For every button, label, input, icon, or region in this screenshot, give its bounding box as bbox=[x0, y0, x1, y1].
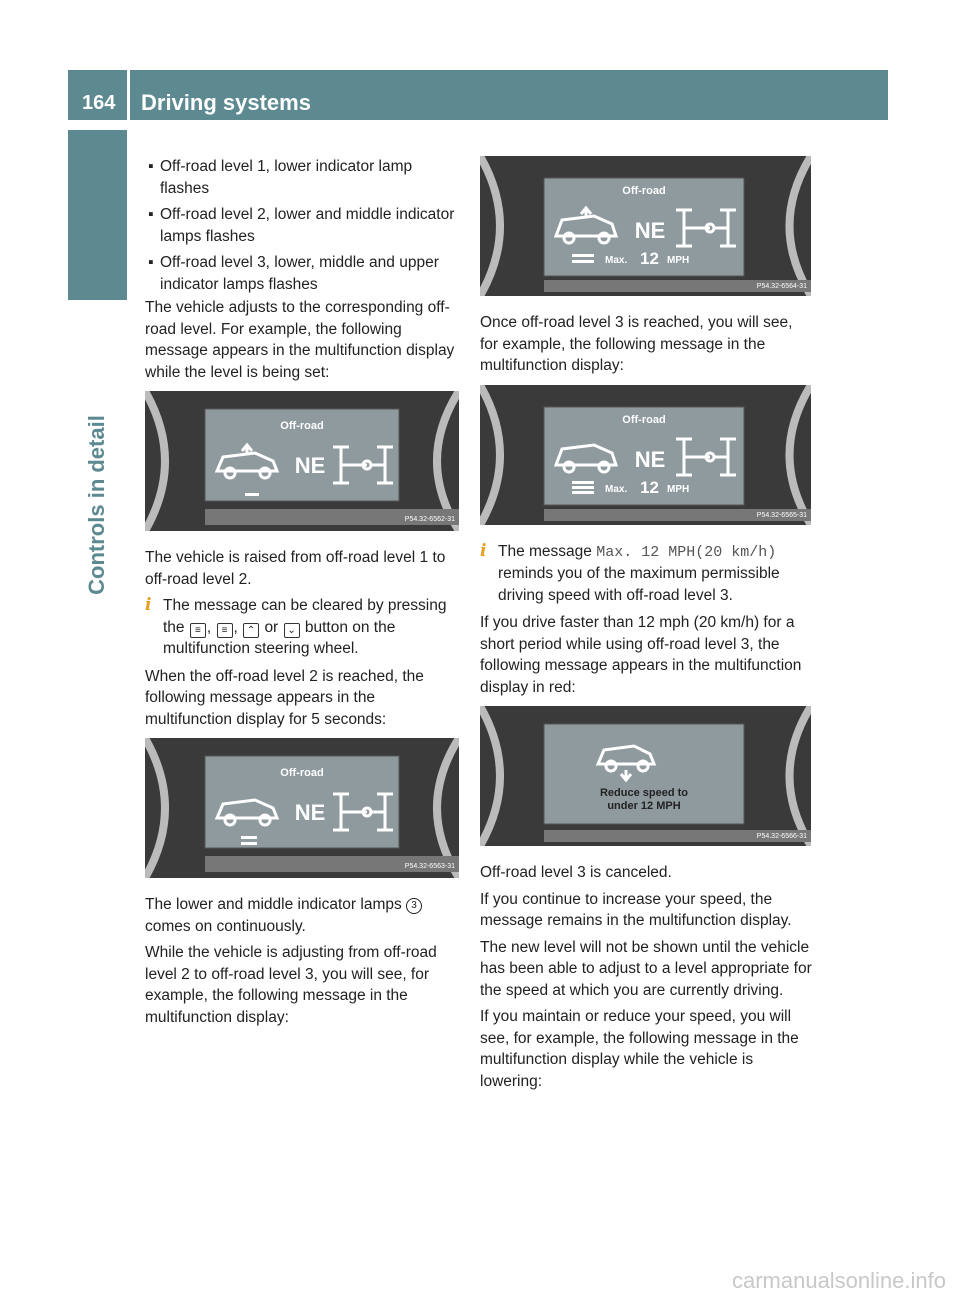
level-indicator bbox=[572, 481, 594, 484]
warning-line-2: under 12 MPH bbox=[607, 800, 681, 812]
figure-code: P54.32-6566-31 bbox=[756, 833, 807, 840]
chapter-label-box bbox=[74, 300, 120, 710]
page-number: 164 bbox=[82, 92, 116, 114]
level-indicator bbox=[572, 254, 594, 257]
paragraph: The vehicle adjusts to the corresponding off-road level. For example, the following message appears in the multifunction display while the level is being set: bbox=[145, 299, 455, 381]
page-number-box bbox=[68, 70, 127, 120]
compass-direction: NE bbox=[294, 800, 326, 825]
paragraph: The lower and middle indicator lamps 3 comes on continuously. bbox=[145, 894, 463, 937]
right-column bbox=[480, 156, 814, 1097]
warning-line-1: Reduce speed to bbox=[599, 787, 689, 799]
screen-title: Off-road bbox=[280, 420, 324, 432]
bullet-item: ▪ Off-road level 2, lower and middle indicator lamps flashes bbox=[148, 206, 455, 245]
display-figure-4 bbox=[480, 385, 814, 525]
display-figure-1 bbox=[145, 391, 463, 531]
menu-back-button-icon: ≡ bbox=[190, 623, 206, 638]
paragraph: The vehicle is raised from off-road level 1 to off-road level 2. bbox=[145, 549, 446, 588]
max-value: 12 bbox=[640, 249, 659, 268]
arrow-down-button-icon: ⌄ bbox=[284, 623, 300, 638]
max-unit: MPH bbox=[667, 255, 690, 266]
level-indicator bbox=[245, 493, 259, 496]
section-header bbox=[130, 70, 888, 120]
section-title: Driving systems bbox=[141, 90, 311, 115]
info-icon: i bbox=[480, 540, 487, 561]
max-label: Max. bbox=[605, 483, 628, 495]
arrow-up-button-icon: ⌃ bbox=[243, 623, 259, 638]
level-indicator bbox=[572, 260, 594, 263]
compass-direction: NE bbox=[634, 218, 666, 243]
chapter-tab bbox=[68, 130, 127, 300]
display-figure-5 bbox=[480, 706, 814, 846]
level-indicator bbox=[572, 486, 594, 489]
reference-number: 3 bbox=[406, 898, 422, 914]
figure-code: P54.32-6562-31 bbox=[404, 516, 455, 523]
display-figure-3 bbox=[480, 156, 814, 296]
info-note: i The message can be cleared by pressing the ≡ , ≡ , ⌃ or ⌄ button on the multifunction steering wheel. bbox=[145, 595, 447, 657]
paragraph: If you maintain or reduce your speed, you will see, for example, the following message in the multifunction display while the vehicle is lowering: bbox=[480, 1008, 799, 1090]
paragraph: Off-road level 3 is canceled. bbox=[480, 864, 672, 881]
paragraph: If you drive faster than 12 mph (20 km/h) for a short period while using off-road level 3, the following message appears in the multifunction display in red: bbox=[480, 614, 802, 696]
figure-code: P54.32-6565-31 bbox=[756, 511, 807, 519]
figure-code: P54.32-6564-31 bbox=[756, 283, 807, 290]
level-indicator bbox=[241, 842, 257, 845]
screen-title: Off-road bbox=[280, 767, 324, 779]
chapter-label: Controls in detail bbox=[84, 415, 109, 595]
paragraph: If you continue to increase your speed, the message remains in the multifunction display. bbox=[480, 890, 792, 929]
info-note: i The message Max. 12 MPH(20 km/h) reminds you of the maximum permissible driving speed with off-road level 3. bbox=[480, 540, 780, 604]
footer-watermark: carmanualsonline.info bbox=[731, 1268, 946, 1293]
paragraph: The new level will not be shown until the vehicle has been able to adjust to a level appropriate for the speed at which you are currently driving. bbox=[480, 938, 812, 999]
max-value: 12 bbox=[640, 477, 659, 497]
compass-direction: NE bbox=[294, 453, 326, 478]
bullet-item: ▪ Off-road level 1, lower indicator lamp flashes bbox=[148, 158, 413, 197]
menu-forward-button-icon: ≡ bbox=[217, 623, 233, 638]
screen-title: Off-road bbox=[622, 413, 666, 426]
max-unit: MPH bbox=[667, 483, 690, 495]
paragraph: Once off-road level 3 is reached, you will see, for example, the following message in the multifunction display: bbox=[480, 314, 793, 374]
level-indicator bbox=[241, 836, 257, 839]
max-label: Max. bbox=[605, 255, 628, 266]
left-column bbox=[145, 156, 463, 1033]
screen-title: Off-road bbox=[622, 185, 666, 197]
info-icon: i bbox=[145, 595, 152, 615]
figure-code: P54.32-6563-31 bbox=[404, 863, 455, 870]
paragraph: While the vehicle is adjusting from off-road level 2 to off-road level 3, you will see, for example, the following message in the multifunction display: bbox=[145, 944, 437, 1026]
bullet-item: ▪ Off-road level 3, lower, middle and upper indicator lamps flashes bbox=[148, 254, 439, 293]
level-indicator bbox=[572, 491, 594, 494]
display-figure-2 bbox=[145, 738, 463, 878]
paragraph: When the off-road level 2 is reached, the following message appears in the multifunction display for 5 seconds: bbox=[145, 667, 424, 728]
compass-direction: NE bbox=[634, 446, 666, 472]
